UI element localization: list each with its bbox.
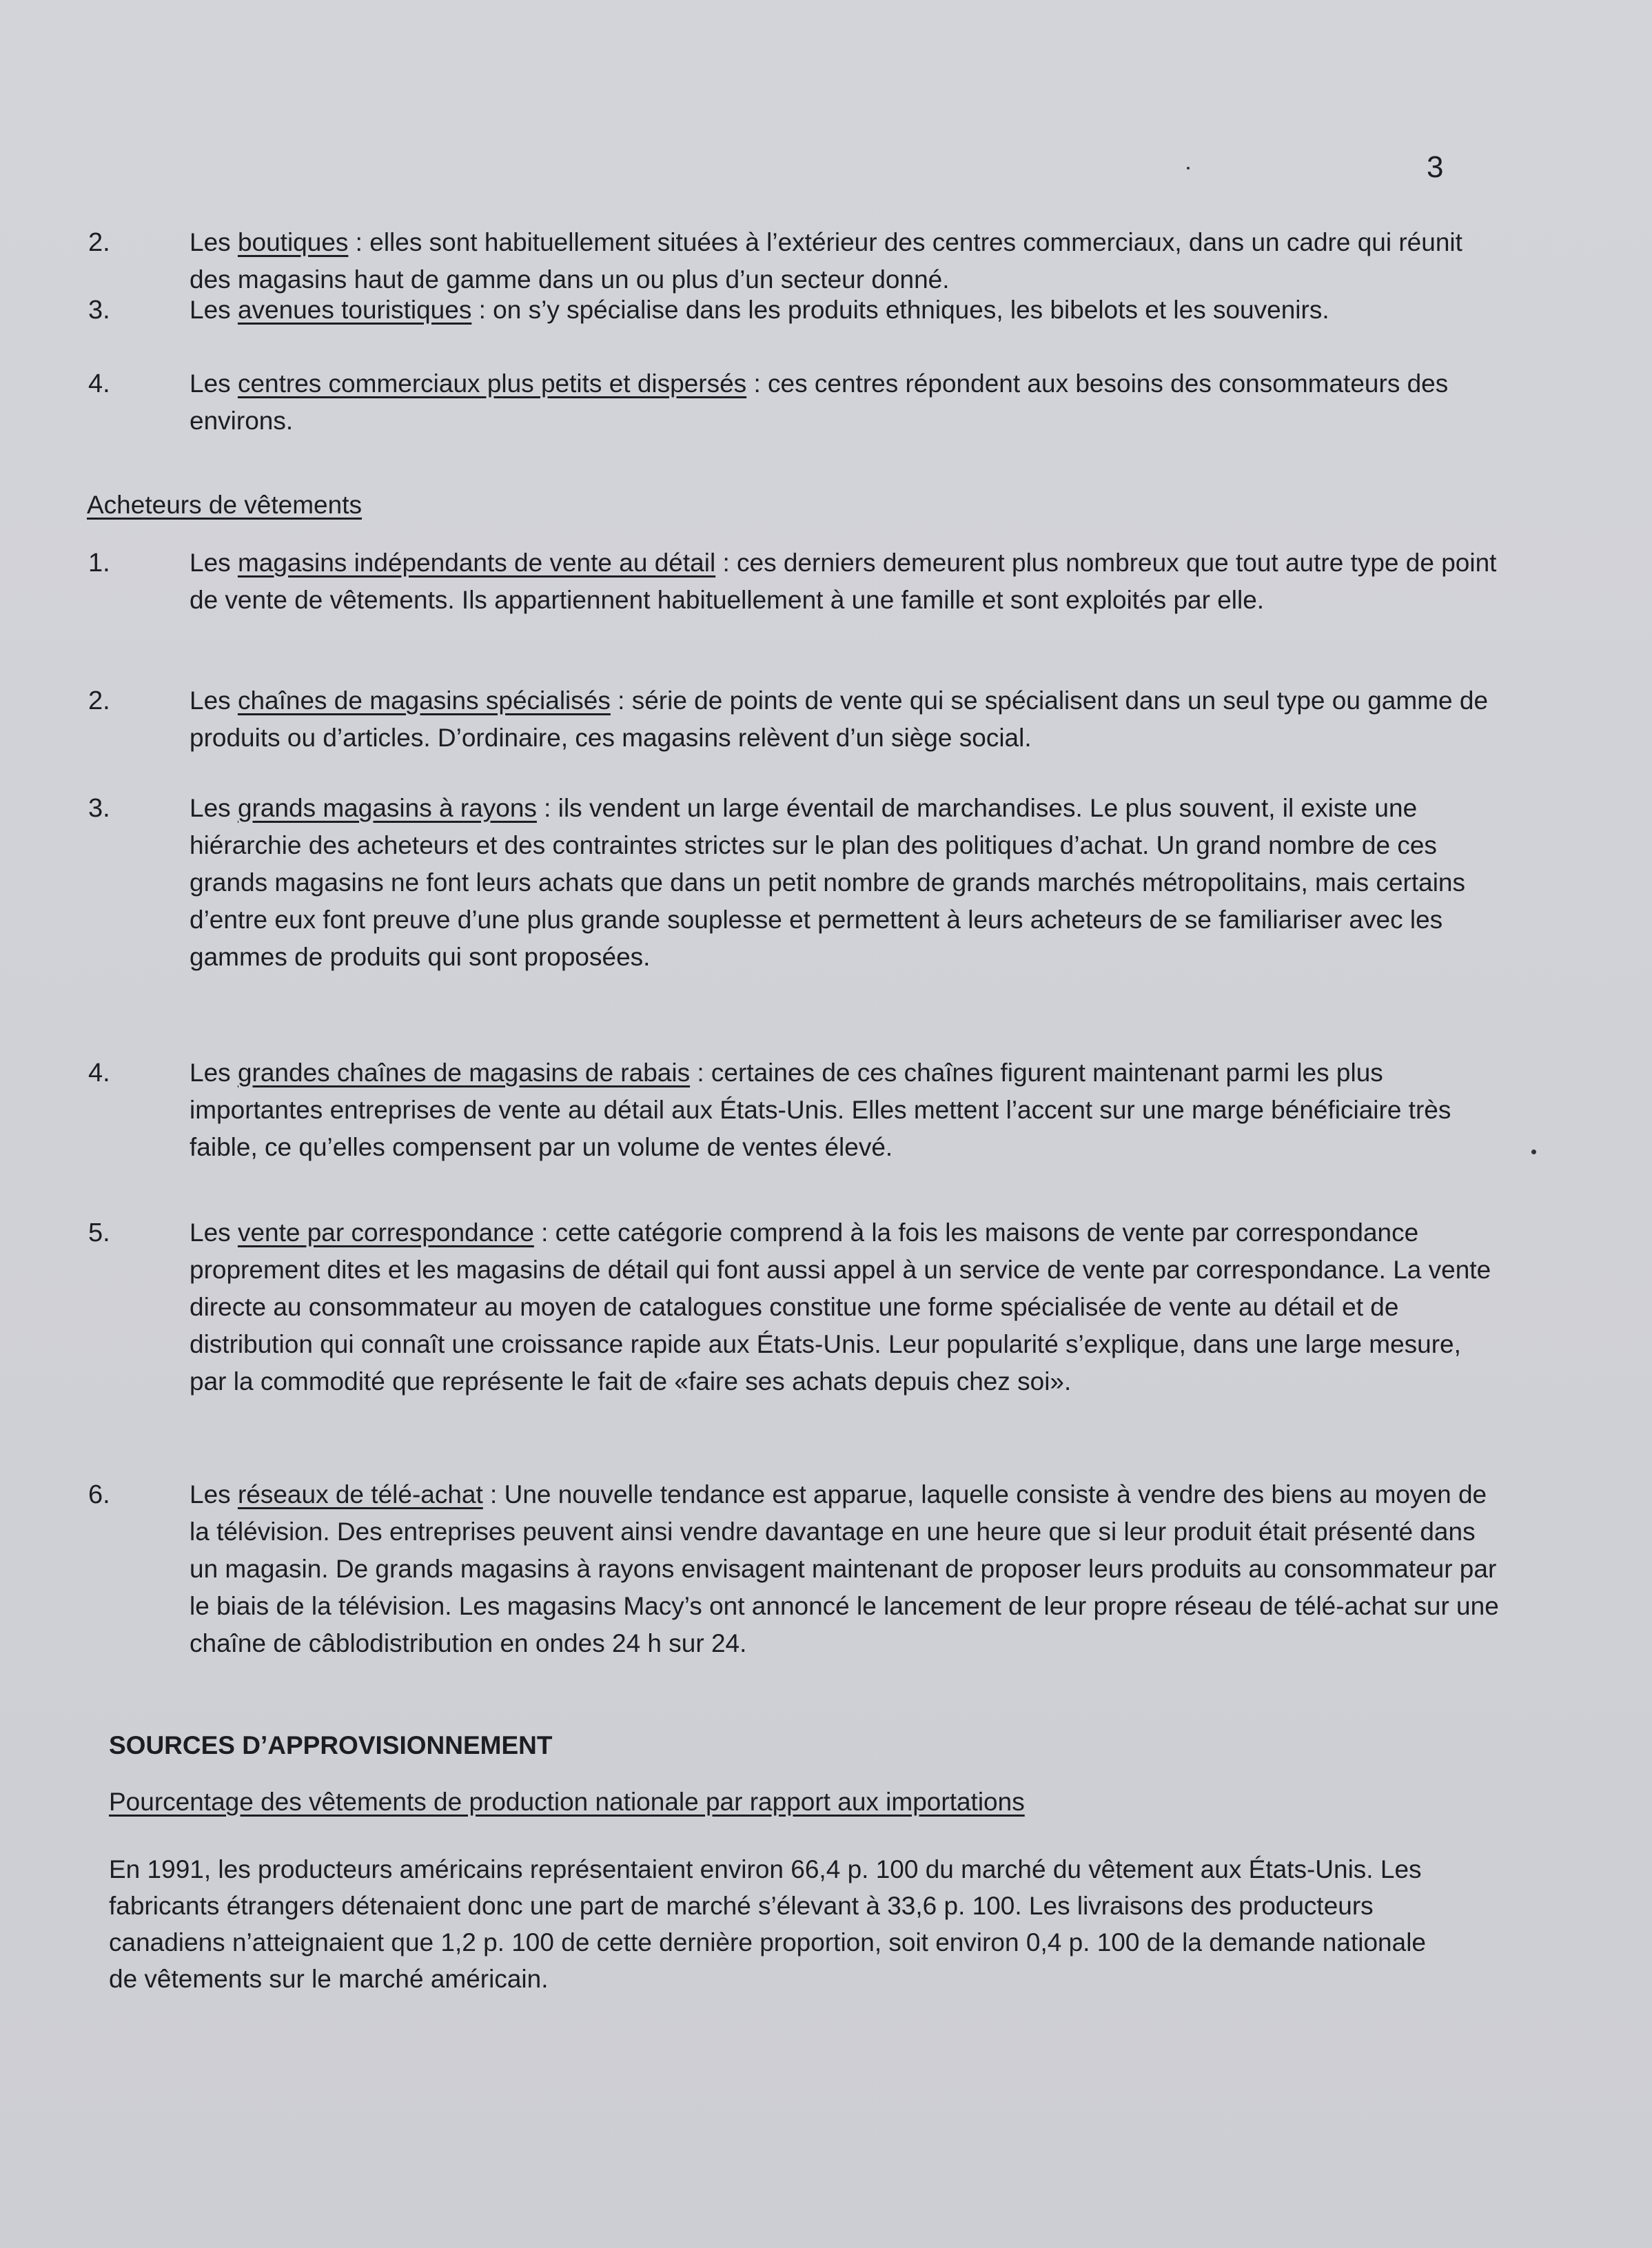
item-prefix: Les xyxy=(190,1218,238,1247)
item-prefix: Les xyxy=(190,1059,238,1087)
item-term: grandes chaînes de magasins de rabais xyxy=(237,1059,691,1087)
item-number: 1. xyxy=(88,549,110,578)
item-text xyxy=(190,365,1499,440)
speck-mark xyxy=(1531,1149,1536,1154)
item-number: 5. xyxy=(88,1218,110,1247)
item-term: boutiques xyxy=(237,228,349,256)
item-text xyxy=(190,790,1499,976)
item-prefix: Les xyxy=(190,794,238,822)
item-term: centres commerciaux plus petits et dispersés xyxy=(237,369,747,398)
item-text xyxy=(190,1476,1499,1662)
item-body: : ces centres répondent aux besoins des consommateurs des environs. xyxy=(190,369,1449,435)
item-prefix: Les xyxy=(190,296,238,324)
item-prefix: Les xyxy=(190,369,238,398)
item-body: : cette catégorie comprend à la fois les maisons de vente par correspondance proprement dites et les magasins de détail qui font aussi appel à un service de vente par correspondance. La vente directe au consommateur au moyen de catalogues constitue une forme spécialisée de vente au détail et de distribution qui connaît une croissance rapide aux États-Unis. Leur popularité s’explique, dans une large mesure, par la commodité que représente le fait de «faire ses achats depuis chez soi». xyxy=(190,1218,1491,1396)
item-number: 2. xyxy=(88,228,110,257)
item-body: : elles sont habituellement situées à l’extérieur des centres commerciaux, dans un cadre qui réunit des magasins haut de gamme dans un ou plus d’un secteur donné. xyxy=(190,228,1462,294)
item-text xyxy=(190,292,1499,329)
item-body: : Une nouvelle tendance est apparue, laquelle consiste à vendre des biens au moyen de la télévision. Des entreprises peuvent ainsi vendre davantage en une heure que si leur produit était présenté dans un magasin. De grands magasins à rayons envisagent maintenant de proposer leurs produits au consommateur par le biais de la télévision. Les magasins Macy’s ont annoncé le lancement de leur propre réseau de télé-achat sur une chaîne de câblodistribution en ondes 24 h sur 24. xyxy=(190,1480,1499,1657)
item-term: grands magasins à rayons xyxy=(237,794,537,822)
item-number: 4. xyxy=(88,1059,110,1087)
item-prefix: Les xyxy=(190,1480,238,1509)
section-title: SOURCES D’APPROVISIONNEMENT xyxy=(109,1731,553,1759)
item-prefix: Les xyxy=(190,228,238,256)
item-body: : certaines de ces chaînes figurent maintenant parmi les plus importantes entreprises de vente au détail aux États-Unis. Elles mettent l’accent sur une marge bénéficiaire très faible, ce qu’elles compensent par un volume de ventes élevé. xyxy=(190,1059,1451,1161)
item-term: réseaux de télé-achat xyxy=(237,1480,483,1509)
item-text xyxy=(190,1214,1499,1400)
item-number: 6. xyxy=(88,1480,110,1509)
item-term: vente par correspondance xyxy=(237,1218,534,1247)
item-number: 3. xyxy=(88,296,110,325)
page-number: 3 xyxy=(1427,150,1444,184)
item-body: : on s’y spécialise dans les produits ethniques, les bibelots et les souvenirs. xyxy=(471,296,1329,324)
item-text xyxy=(190,682,1499,757)
item-prefix: Les xyxy=(190,549,238,577)
speck-mark xyxy=(1187,167,1190,170)
item-body: : ces derniers demeurent plus nombreux que tout autre type de point de vente de vêtements. Ils appartiennent habituellement à une famille et sont exploités par elle. xyxy=(190,549,1497,614)
item-body: : série de points de vente qui se spécialisent dans un seul type ou gamme de produits ou d’articles. D’ordinaire, ces magasins relèvent d’un siège social. xyxy=(190,686,1489,752)
item-text xyxy=(190,544,1499,619)
item-text xyxy=(190,1054,1499,1166)
percentage-heading: Pourcentage des vêtements de production nationale par rapport aux importations xyxy=(109,1788,1025,1816)
item-number: 4. xyxy=(88,369,110,398)
item-term: magasins indépendants de vente au détail xyxy=(237,549,716,577)
item-prefix: Les xyxy=(190,686,238,715)
item-body: : ils vendent un large éventail de marchandises. Le plus souvent, il existe une hiérarchie des acheteurs et des contraintes strictes sur le plan des politiques d’achat. Un grand nombre de ces grands magasins ne font leurs achats que dans un petit nombre de grands marchés métropolitains, mais certains d’entre eux font preuve d’une plus grande souplesse et permettent à leurs acheteurs de se familiariser avec les gammes de produits qui sont proposées. xyxy=(190,794,1465,971)
item-term: avenues touristiques xyxy=(237,296,472,324)
item-number: 3. xyxy=(88,794,110,823)
buyers-heading: Acheteurs de vêtements xyxy=(87,491,362,519)
item-term: chaînes de magasins spécialisés xyxy=(237,686,611,715)
item-text xyxy=(190,224,1499,298)
item-number: 2. xyxy=(88,686,110,715)
body-paragraph: En 1991, les producteurs américains représentaient environ 66,4 p. 100 du marché du vêtement aux États-Unis. Les fabricants étrangers détenaient donc une part de marché s’élevant à 33,6 p. 100. Les livraisons des producteurs canadiens n’atteignaient que 1,2 p. 100 de cette dernière proportion, soit environ 0,4 p. 100 de la demande nationale de vêtements sur le marché américain. xyxy=(109,1855,1426,1993)
